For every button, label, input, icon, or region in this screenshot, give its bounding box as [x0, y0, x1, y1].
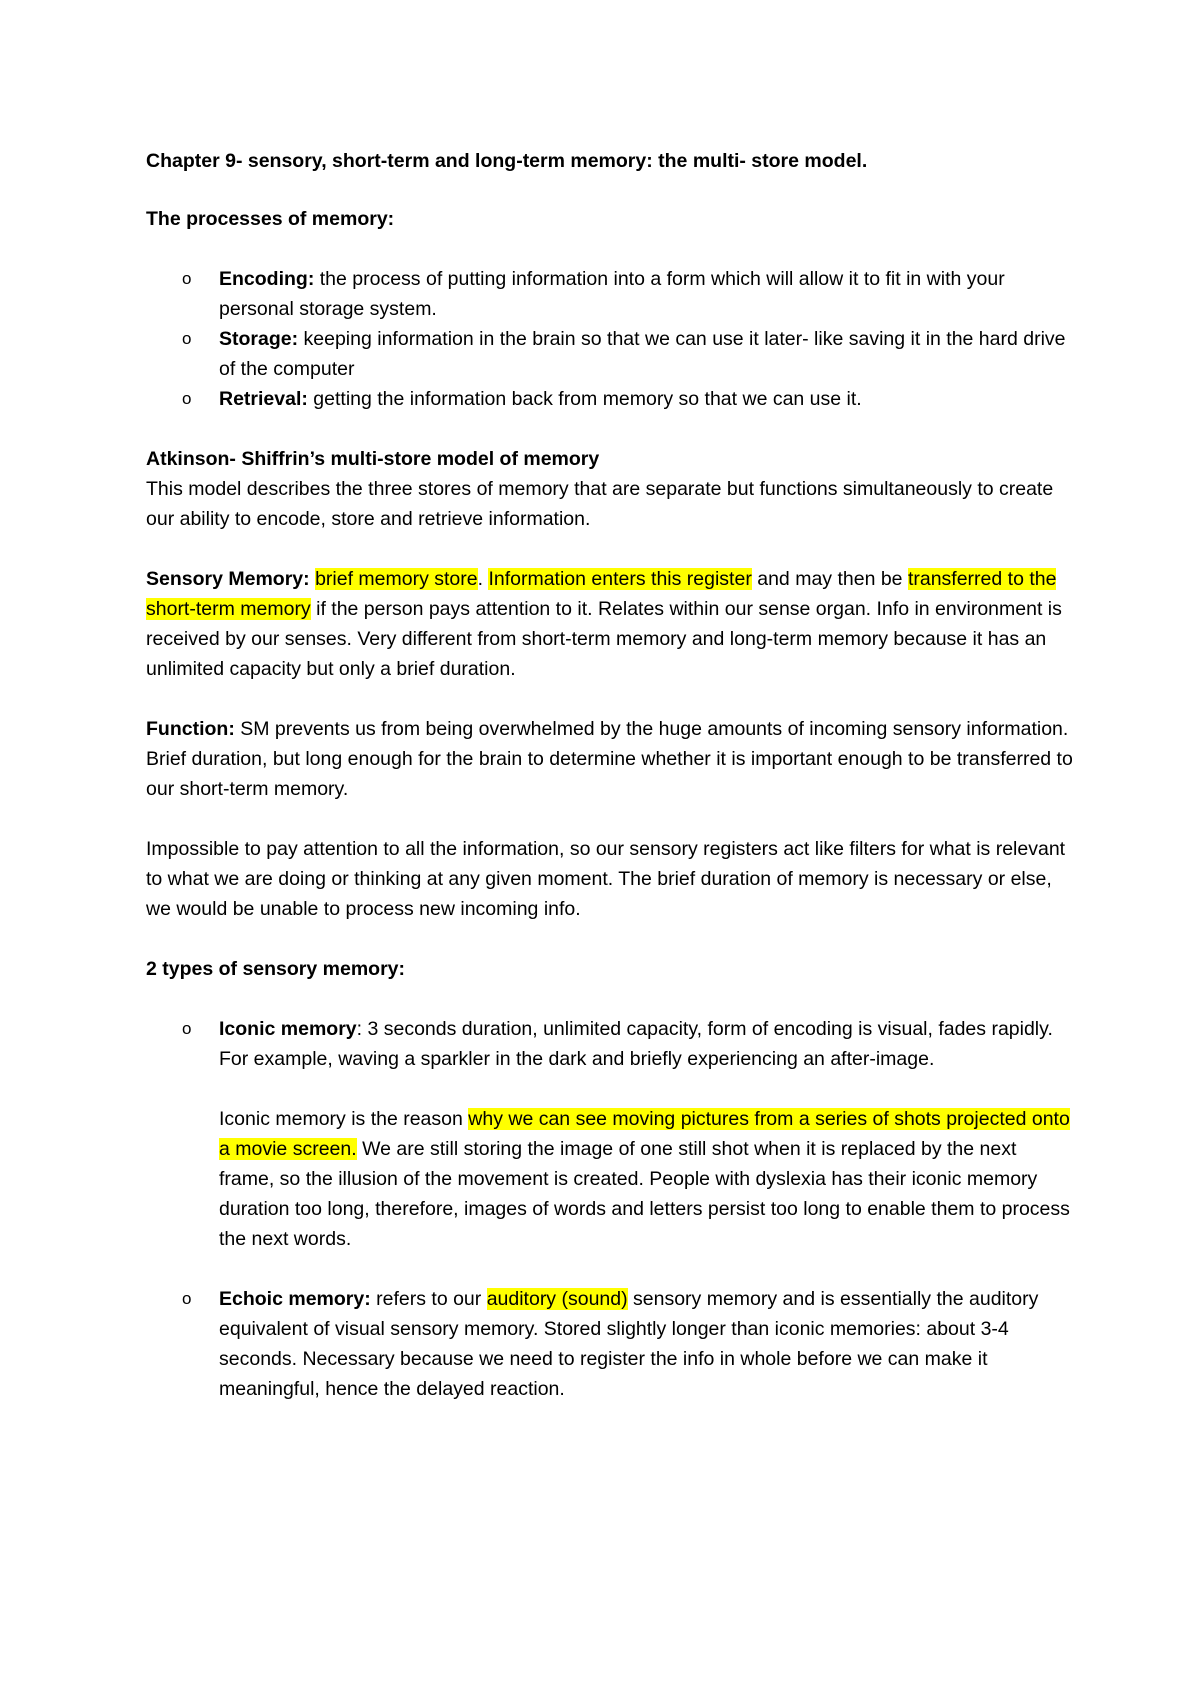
spacer [146, 534, 1076, 564]
list-item [146, 1014, 1076, 1074]
list-item [146, 324, 1076, 384]
highlight: Information enters this register [488, 568, 752, 590]
term-storage: Storage: [219, 328, 299, 350]
processes-list [146, 264, 1076, 414]
text-run: : 3 seconds duration, unlimited capacity, form of encoding is visual, fades rapidly. For example, waving a sparkler in the dark and briefly experiencing an after-image. [219, 1018, 1053, 1070]
highlight: transferred to the short-term memory [146, 568, 1057, 620]
spacer [146, 684, 1076, 714]
bullet-glyph: o [182, 269, 192, 288]
text-run: Iconic memory is the reason [219, 1108, 469, 1130]
term-iconic-memory: Iconic memory [219, 1018, 357, 1040]
term-function: Function: [146, 718, 235, 740]
text-run: refers to our [370, 1288, 487, 1310]
impossible-paragraph: Impossible to pay attention to all the information, so our sensory registers act like filters for what is relevant to what we are doing or thinking at any given moment. The brief duration of memory is necessary or else, we would be unable to process new incoming info. [146, 838, 1066, 920]
bullet-glyph: o [182, 1289, 192, 1308]
term-echoic-memory: Echoic memory: [219, 1288, 371, 1310]
text-run: sensory memory and is essentially the auditory equivalent of visual sensory memory. Stored slightly longer than iconic memories: about 3-4 seconds. Necessary because we need to register the info in whole before we can make it meaningful, hence the delayed reaction. [219, 1288, 1039, 1400]
definition-text: getting the information back from memory so that we can use it. [307, 388, 862, 410]
term-sensory-memory: Sensory Memory: [146, 568, 310, 590]
text-run: SM prevents us from being overwhelmed by the huge amounts of incoming sensory information. Brief duration, but long enough for the brain to determine whether it is important enough to be transferred to our short-term memory. [146, 718, 1073, 800]
definition-text: keeping information in the brain so that we can use it later- like saving it in the hard drive of the computer [219, 328, 1066, 380]
bullet-glyph: o [182, 329, 192, 348]
function-paragraph [146, 714, 1076, 804]
term-encoding: Encoding: [219, 268, 315, 290]
list-item [146, 1284, 1076, 1404]
text-run: We are still storing the image of one still shot when it is replaced by the next frame, so the illusion of the movement is created. People with dyslexia has their iconic memory duration too long, therefore, images of words and letters persist too long to enable them to process the next words. [219, 1138, 1070, 1250]
text-run: if the person pays attention to it. Relates within our sense organ. Info in environment is received by our senses. Very different from short-term memory and long-term memory because it has an unlimited capacity but only a brief duration. [146, 598, 1062, 680]
term-retrieval: Retrieval: [219, 388, 308, 410]
iconic-explanation-paragraph [146, 1104, 1076, 1254]
bullet-glyph: o [182, 389, 192, 408]
text-run: . [477, 568, 489, 590]
highlight: auditory (sound) [486, 1288, 628, 1310]
atkinson-heading: Atkinson- Shiffrin’s multi-store model of memory [146, 448, 600, 470]
list-item [146, 384, 1076, 414]
sensory-memory-paragraph [146, 564, 1076, 684]
spacer [146, 924, 1076, 954]
spacer [146, 234, 1076, 264]
list-item [146, 264, 1076, 324]
types-heading: 2 types of sensory memory: [146, 958, 406, 980]
highlight: brief memory store [315, 568, 478, 590]
highlight: why we can see moving pictures from a series of shots projected onto a movie screen. [219, 1108, 1070, 1160]
types-list [146, 1014, 1076, 1074]
chapter-title: Chapter 9- sensory, short-term and long-term memory: the multi- store model. [146, 150, 868, 172]
types-list-2 [146, 1284, 1076, 1404]
text-run: and may then be [751, 568, 908, 590]
atkinson-paragraph: This model describes the three stores of memory that are separate but functions simultaneously to create our ability to encode, store and retrieve information. [146, 478, 1054, 530]
definition-text: the process of putting information into a form which will allow it to fit in with your personal storage system. [219, 268, 1005, 320]
spacer [146, 414, 1076, 444]
spacer [146, 804, 1076, 834]
spacer [146, 1254, 1076, 1284]
spacer [146, 1074, 1076, 1104]
document-page [146, 146, 1076, 1404]
processes-heading: The processes of memory: [146, 208, 395, 230]
spacer [146, 984, 1076, 1014]
bullet-glyph: o [182, 1019, 192, 1038]
